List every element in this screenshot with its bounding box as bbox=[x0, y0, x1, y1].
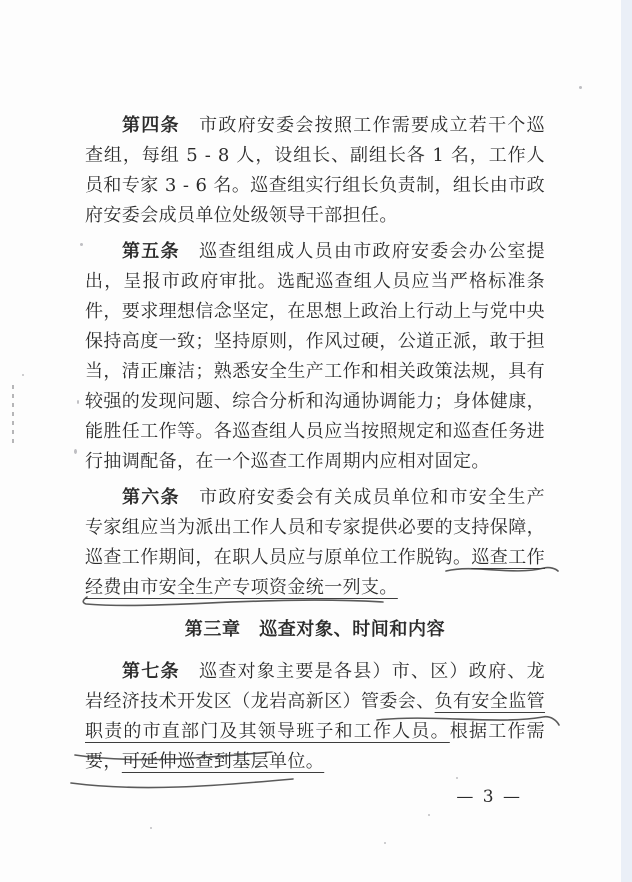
scan-speck bbox=[77, 400, 79, 404]
page-number: — 3 — bbox=[456, 787, 522, 807]
article-5 bbox=[85, 237, 545, 477]
underlined-phrase: 可延伸巡查到基层单位。 bbox=[121, 751, 325, 772]
scan-speck bbox=[428, 814, 430, 816]
chapter-3-heading: 第三章 巡查对象、时间和内容 bbox=[184, 619, 446, 640]
scan-speck bbox=[22, 374, 24, 376]
scan-speck bbox=[150, 827, 152, 829]
text-run: 巡查对象主要是各县）市、区）政府、龙岩经济技术开发区（龙岩高新区）管委会、 bbox=[85, 661, 545, 712]
underlined-phrase: 巡查工作经费由市安全生产专项资金统一列支。 bbox=[85, 547, 546, 598]
scan-speck bbox=[74, 449, 77, 454]
article-7 bbox=[85, 657, 545, 777]
document-body bbox=[85, 111, 545, 783]
scan-edge-strip bbox=[621, 0, 632, 882]
text-run: 巡查组组成人员由市政府安委会办公室提出，呈报市政府审批。选配巡查组人员应当严格标准条件，要求理想信念坚定，在思想上政治上行动上与党中央保持高度一致；坚持原则，作风过硬，公道正派，敢于担当，清正廉洁；熟悉安全生产工作和相关政策法规，具有较强的发现问题、综合分析和沟通协调能力；身体健康，能胜任工作等。各巡查组人员应当按照规定和巡查任务进行抽调配备，在一个巡查工作周期内应相对固定。 bbox=[85, 241, 545, 472]
scan-speck bbox=[384, 842, 386, 844]
article-number: 第四条 bbox=[122, 115, 180, 136]
article-4 bbox=[85, 111, 545, 231]
scan-speck bbox=[80, 243, 83, 246]
scan-speck bbox=[456, 777, 458, 779]
scan-speck bbox=[579, 86, 582, 89]
article-number: 第七条 bbox=[122, 661, 180, 682]
text-run: 市政府安委会按照工作需要成立若干个巡查组，每组 5 - 8 人，设组长、副组长各 1 名，工作人员和专家 3 - 6 名。巡查组实行组长负责制，组长由市政府安委会成员单位处级领导干部担任。 bbox=[85, 115, 545, 226]
scan-dashed-line-artifact bbox=[12, 385, 14, 443]
text-run: 根据工作需要， bbox=[85, 721, 545, 772]
article-6 bbox=[85, 483, 545, 603]
article-number: 第六条 bbox=[122, 487, 180, 508]
underlined-phrase: 负有安全监管职责的市直部门及其领导班子和工作人员。 bbox=[85, 691, 546, 742]
article-number: 第五条 bbox=[122, 241, 180, 262]
text-run: 市政府安委会有关成员单位和市安全生产专家组应当为派出工作人员和专家提供必要的支持保障，巡查工作期间，在职人员应与原单位工作脱钩。 bbox=[85, 487, 545, 568]
